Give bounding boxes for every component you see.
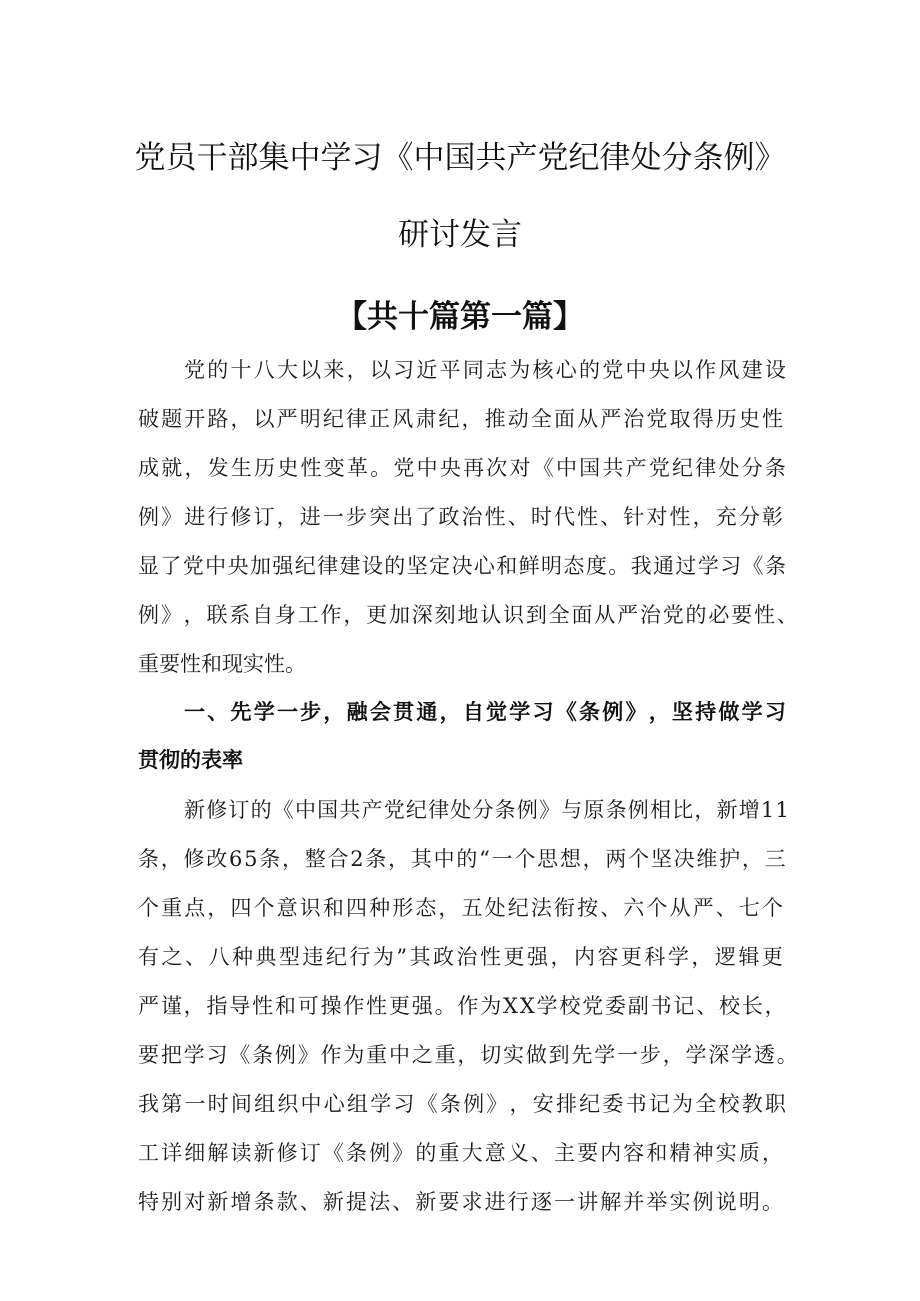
section-heading-line: 一 、 先 学 一 步 ， 融 会 贯 通 ， 自 觉 学 习 《 条 例 》 ， 坚 持 做 学 习 [184,700,786,724]
paragraph-2-line: 严 谨 ， 指 导 性 和 可 操 作 性 更 强 。 作 为 X X 学 校 党 委 副 书 记 、 校 长 ， [138,994,786,1018]
paragraph-2-line: 工 详 细 解 读 新 修 订 《 条 例 》 的 重 大 意 义 、 主 要 内 容 和 精 神 实 质 ， [138,1141,783,1165]
document-title-line-2: 研讨发言 [398,217,522,253]
paragraph-2-line: 特 别 对 新 增 条 款 、 新 提 法 、 新 要 求 进 行 逐 一 讲 解 并 举 实 例 说 明 。 [138,1190,783,1214]
paragraph-2-line: 要 把 学 习 《 条 例 》 作 为 重 中 之 重 ， 切 实 做 到 先 学 一 步 ， 学 深 学 透 。 [138,1043,798,1067]
paragraph-1-line: 重要性和现实性。 [138,652,306,676]
paragraph-2-line: 我 第 一 时 间 组 织 中 心 组 学 习 《 条 例 》 ， 安 排 纪 委 书 记 为 全 校 教 职 [138,1092,786,1116]
paragraph-1-line: 例 》 ， 联 系 自 身 工 作 ， 更 加 深 刻 地 认 识 到 全 面 从 严 治 党 的 必 要 性 、 [138,603,798,627]
paragraph-1-line: 显 了 党 中 央 加 强 纪 律 建 设 的 坚 定 决 心 和 鲜 明 态 度 。 我 通 过 学 习 《 条 [138,554,786,578]
paragraph-2-line: 个 重 点 ， 四 个 意 识 和 四 种 形 态 ， 五 处 纪 法 衔 按 、 六 个 从 严 、 七 个 [138,896,783,920]
paragraph-2-line: 条 ， 修 改 6 5 条 ， 整 合 2 条 ， 其 中 的 “ 一 个 思 想 ， 两 个 坚 决 维 护 ， 三 [138,847,786,871]
paragraph-1-line: 党 的 十 八 大 以 来 ， 以 习 近 平 同 志 为 核 心 的 党 中 央 以 作 风 建 设 [184,358,786,382]
document-title-line-1: 党员干部集中学习《中国共产党纪律处分条例》 [134,140,786,176]
paragraph-1-line: 例 》 进 行 修 订 ， 进 一 步 突 出 了 政 治 性 、 时 代 性 、 针 对 性 ， 充 分 彰 [138,505,783,529]
paragraph-1-line: 破 题 开 路 ， 以 严 明 纪 律 正 风 肃 纪 ， 推 动 全 面 从 严 治 党 取 得 历 史 性 [138,407,783,431]
paragraph-2-line: 有 之 、 八 种 典 型 违 纪 行 为 ” 其 政 治 性 更 强 ， 内 容 更 科 学 ， 逻 辑 更 [138,945,783,969]
paragraph-2-line: 新 修 订 的 《 中 国 共 产 党 纪 律 处 分 条 例 》 与 原 条 例 相 比 ， 新 增 1 1 [184,798,789,822]
document-subtitle: 【共十篇第一篇】 [336,299,584,335]
paragraph-1-line: 成 就 ， 发 生 历 史 性 变 革 。 党 中 央 再 次 对 《 中 国 共 产 党 纪 律 处 分 条 [138,456,786,480]
section-heading-line: 贯彻的表率 [138,748,243,772]
